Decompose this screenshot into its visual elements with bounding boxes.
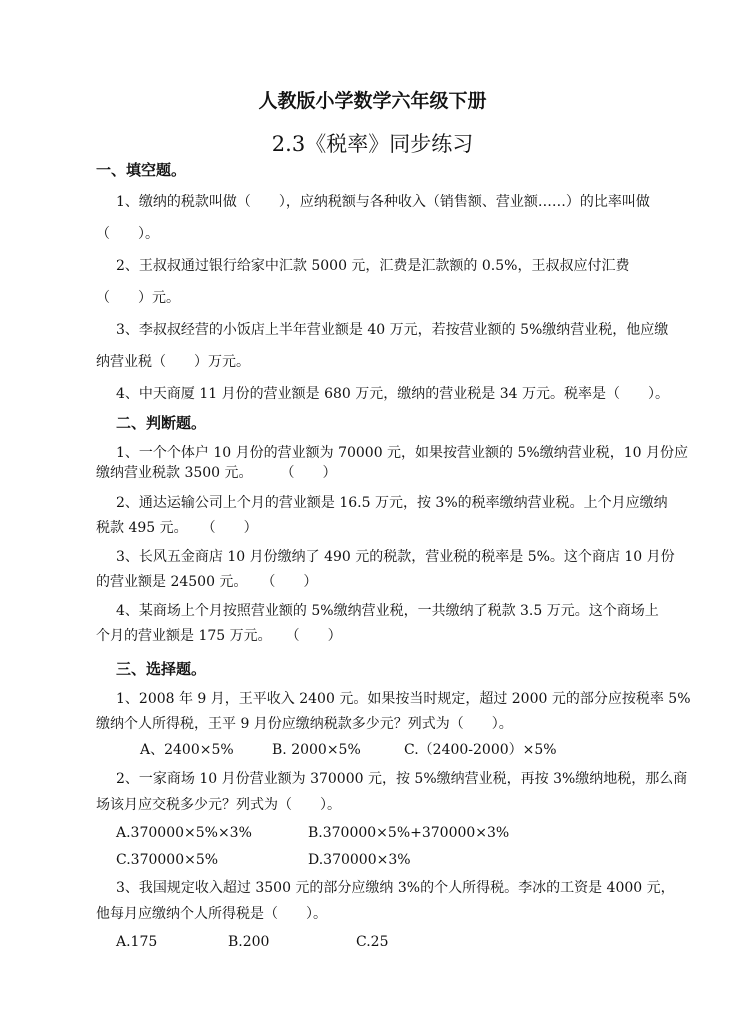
judge-q2-line1: 2、通达运输公司上个月的营业额是 16.5 万元，按 3%的税率缴纳营业税。上个月应缴纳 [116, 495, 668, 511]
fill-q3-line2: 纳营业税（ ）万元。 [96, 354, 250, 370]
choice-q2-option-c: C.370000×5% [116, 852, 219, 868]
fill-q2-line1: 2、王叔叔通过银行给家中汇款 5000 元，汇费是汇款额的 0.5%，王叔叔应付汇费 [116, 258, 630, 274]
choice-q2-option-b: B.370000×5%+370000×3% [308, 825, 510, 841]
fill-q1-line2: （ ）。 [96, 226, 159, 242]
choice-q3-option-c: C.25 [356, 934, 389, 950]
choice-q2-option-a: A.370000×5%×3% [116, 825, 252, 841]
choice-q1-line1: 1、2008 年 9 月，王平收入 2400 元。如果按当时规定，超过 2000 元的部分应按税率 5% [116, 691, 691, 707]
choice-q2-line1: 2、一家商场 10 月份营业额为 370000 元，按 5%缴纳营业税，再按 3%缴纳地税，那么商 [116, 771, 688, 787]
choice-q1-option-c: C.（2400-2000）×5% [404, 742, 557, 758]
judge-q1-line1: 1、一个个体户 10 月份的营业额为 70000 元，如果按营业额的 5%缴纳营业税，10 月份应 [116, 445, 688, 461]
section-heading-fill: 一、填空题。 [96, 161, 187, 179]
choice-q2-line2: 场该月应交税多少元？列式为（ ）。 [96, 797, 341, 813]
fill-q3-line1: 3、李叔叔经营的小饭店上半年营业额是 40 万元，若按营业额的 5%缴纳营业税，他应缴 [116, 322, 669, 338]
section-heading-judge: 二、判断题。 [116, 414, 207, 432]
choice-q1-line2: 缴纳个人所得税，王平 9 月份应缴纳税款多少元？列式为（ ）。 [96, 716, 513, 732]
judge-q4-line1: 4、某商场上个月按照营业额的 5%缴纳营业税，一共缴纳了税款 3.5 万元。这个商场上 [116, 603, 659, 619]
judge-q1-line2: 缴纳营业税款 3500 元。 （ ） [96, 465, 337, 481]
choice-q3-line2: 他每月应缴纳个人所得税是（ ）。 [96, 906, 327, 922]
choice-q3-option-b: B.200 [228, 934, 270, 950]
section-heading-choice: 三、选择题。 [116, 660, 207, 678]
choice-q1-option-b: B. 2000×5% [272, 742, 361, 758]
fill-q2-line2: （ ）元。 [96, 290, 180, 306]
judge-q4-line2: 个月的营业额是 175 万元。 （ ） [96, 628, 342, 644]
document-title: 人教版小学数学六年级下册 [258, 90, 487, 112]
judge-q3-line1: 3、长风五金商店 10 月份缴纳了 490 元的税款，营业税的税率是 5%。这个商店 10 月份 [116, 549, 675, 565]
choice-q2-option-d: D.370000×3% [308, 852, 411, 868]
judge-q3-line2: 的营业额是 24500 元。 （ ） [96, 574, 318, 590]
judge-q2-line2: 税款 495 元。 （ ） [96, 520, 258, 536]
document-subtitle: 2.3《税率》同步练习 [271, 132, 474, 156]
fill-q1-line1: 1、缴纳的税款叫做（ ），应纳税额与各种收入（销售额、营业额……）的比率叫做 [116, 194, 650, 210]
fill-q4: 4、中天商厦 11 月份的营业额是 680 万元，缴纳的营业税是 34 万元。税率是（ ）。 [116, 386, 669, 402]
choice-q3-option-a: A.175 [116, 934, 158, 950]
choice-q3-line1: 3、我国规定收入超过 3500 元的部分应缴纳 3%的个人所得税。李冰的工资是 4000 元， [116, 880, 675, 896]
choice-q1-option-a: A、2400×5% [140, 742, 234, 758]
